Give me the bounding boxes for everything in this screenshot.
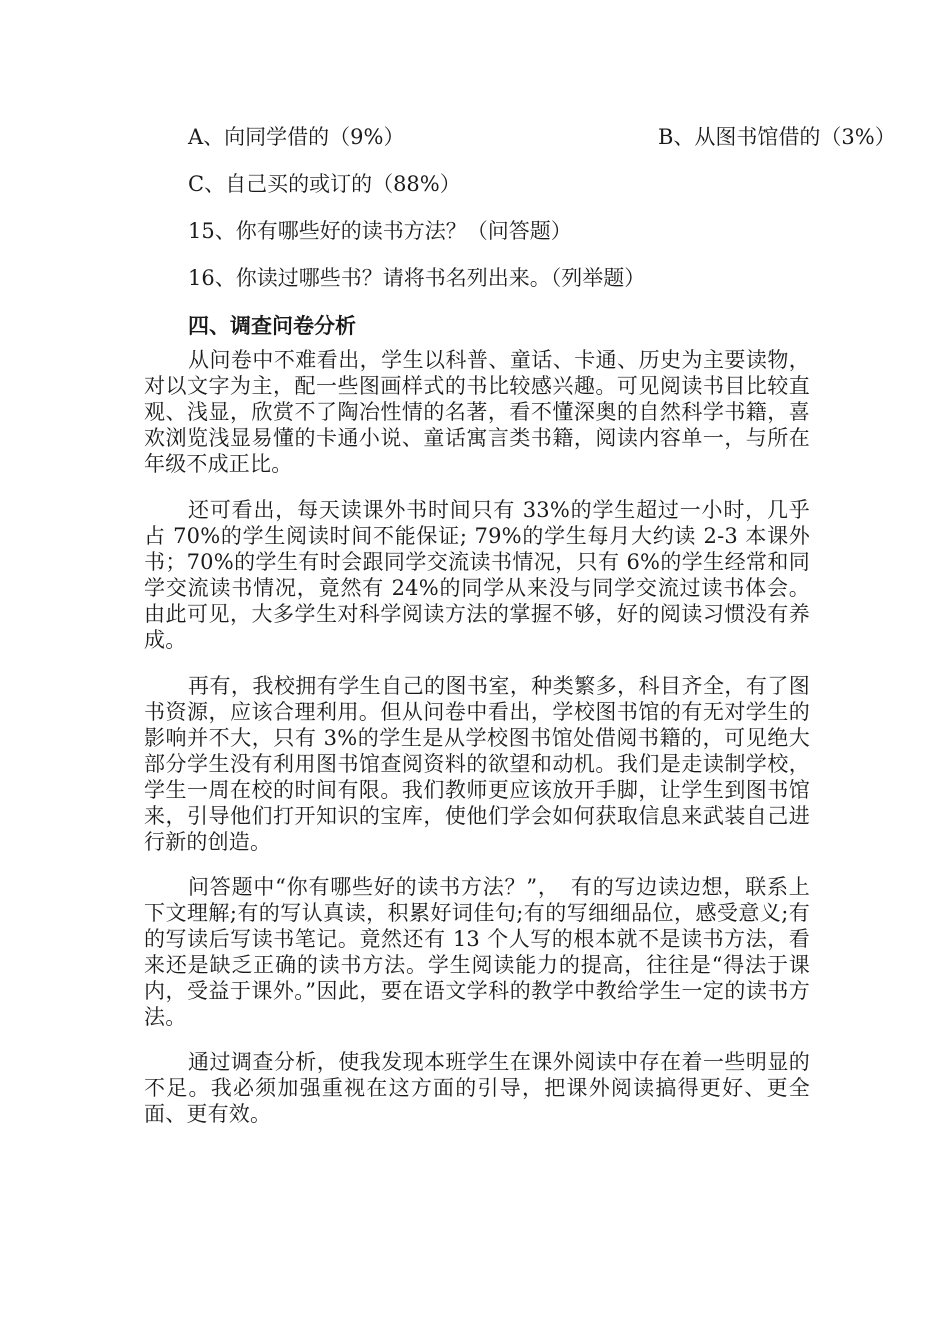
option-c: C、自己买的或订的（88%） (188, 172, 461, 196)
paragraph-1: 从问卷中不难看出，学生以科普、童话、卡通、历史为主要读物，对以文字为主，配一些图画样式的书比较感兴趣。可见阅读书目比较直观、浅显，欣赏不了陶冶性情的名著，看不懂深奥的自然科学书籍，喜欢浏览浅显易懂的卡通小说、童话寓言类书籍，阅读内容单一，与所在年级不成正比。 (144, 348, 810, 476)
question-16: 16、你读过哪些书？请将书名列出来。（列举题） (188, 266, 646, 290)
paragraph-3: 再有，我校拥有学生自己的图书室，种类繁多，科目齐全，有了图书资源，应该合理利用。但从问卷中看出，学校图书馆的有无对学生的影响并不大，只有 3%的学生是从学校图书馆处借阅书籍的，可见绝大部分学生没有利用图书馆查阅资料的欲望和动机。我们是走读制学校，学生一周在校的时间有限。我们教师更应该放开手脚，让学生到图书馆来，引导他们打开知识的宝库，使他们学会如何获取信息来武装自己进行新的创造。 (144, 674, 810, 854)
option-b: B、从图书馆借的（3%） (658, 125, 896, 149)
paragraph-5: 通过调查分析，使我发现本班学生在课外阅读中存在着一些明显的不足。我必须加强重视在这方面的引导，把课外阅读搞得更好、更全面、更有效。 (144, 1050, 810, 1126)
option-a: A、向同学借的（9%） (188, 125, 405, 149)
section-heading: 四、调查问卷分析 (188, 314, 356, 338)
paragraph-2: 还可看出，每天读课外书时间只有 33%的学生超过一小时，几乎占 70%的学生阅读时间不能保证; 79%的学生每月大约读 2-3 本课外书；70%的学生有时会跟同学交流读书情况，只有 6%的学生经常和同学交流读书情况，竟然有 24%的同学从来没与同学交流过读书体会。由此可见，大多学生对科学阅读方法的掌握不够，好的阅读习惯没有养成。 (144, 498, 810, 652)
question-15: 15、你有哪些好的读书方法？（问答题） (188, 219, 572, 243)
options-row-ab (188, 122, 896, 152)
paragraph-4: 问答题中“你有哪些好的读书方法？”， 有的写边读边想，联系上下文理解;有的写认真读，积累好词佳句;有的写细细品位，感受意义;有的写读后写读书笔记。竟然还有 13 个人写的根本就不是读书方法，看来还是缺乏正确的读书方法。学生阅读能力的提高，往往是“得法于课内，受益于课外。”因此，要在语文学科的教学中教给学生一定的读书方法。 (144, 875, 810, 1029)
